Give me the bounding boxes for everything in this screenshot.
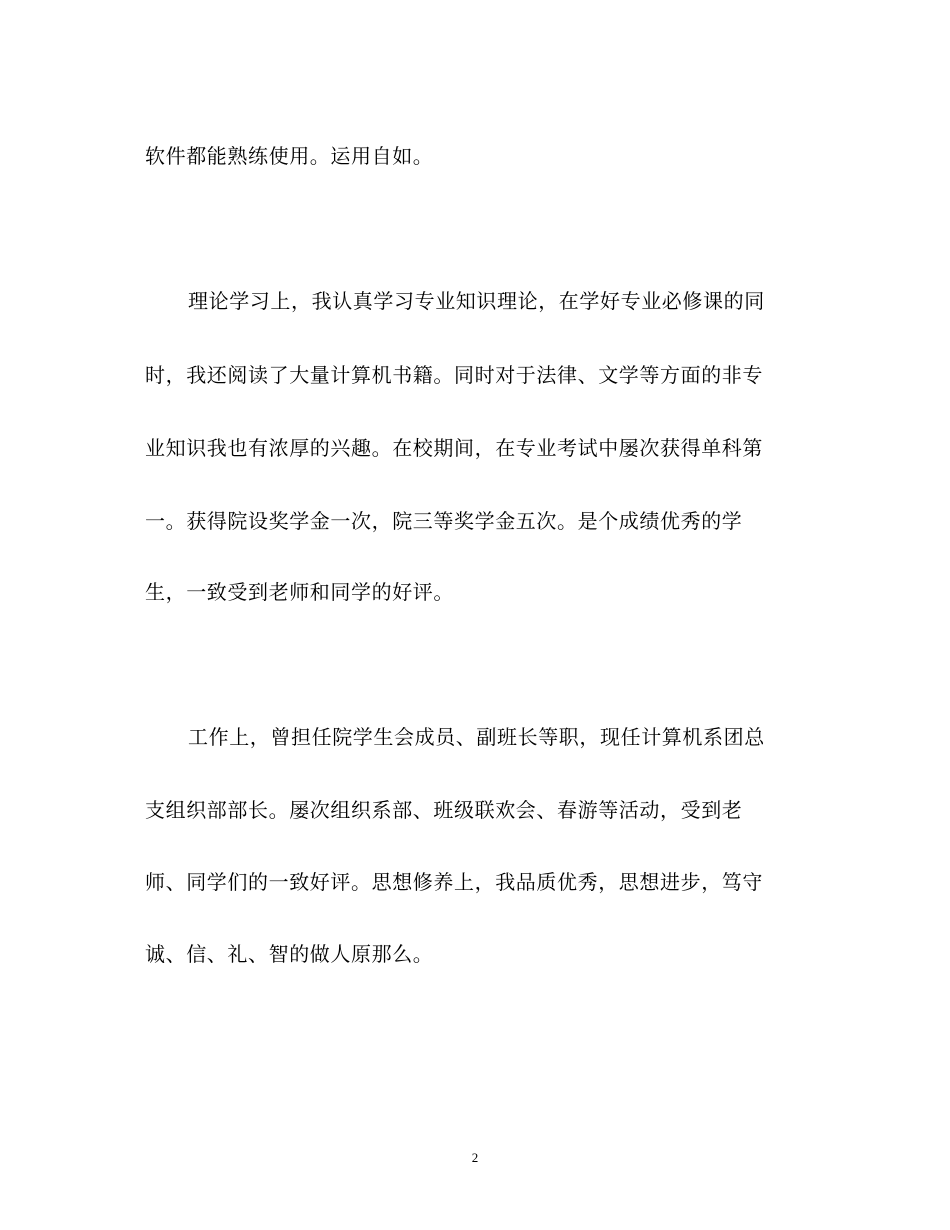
paragraph-2-line-3: 业知识我也有浓厚的兴趣。在校期间，在专业考试中屡次获得单科第 — [145, 436, 763, 460]
paragraph-3-line-3: 师、同学们的一致好评。思想修养上，我品质优秀，思想进步，笃守 — [145, 870, 763, 894]
paragraph-3-line-4: 诚、信、礼、智的做人原那么。 — [145, 942, 434, 966]
paragraph-2-line-5: 生，一致受到老师和同学的好评。 — [145, 580, 454, 604]
paragraph-3-line-1: 工作上，曾担任院学生会成员、副班长等职，现任计算机系团总 — [188, 725, 765, 749]
paragraph-1-line-1: 软件都能熟练使用。运用自如。 — [145, 144, 434, 168]
paragraph-2-line-4: 一。获得院设奖学金一次，院三等奖学金五次。是个成绩优秀的学 — [145, 509, 743, 533]
paragraph-2-line-1: 理论学习上，我认真学习专业知识理论，在学好专业必修课的同 — [188, 289, 765, 313]
paragraph-3-line-2: 支组织部部长。屡次组织系部、班级联欢会、春游等活动，受到老 — [145, 798, 743, 822]
page-number: 2 — [471, 1150, 479, 1165]
paragraph-2-line-2: 时，我还阅读了大量计算机书籍。同时对于法律、文学等方面的非专 — [145, 363, 763, 387]
